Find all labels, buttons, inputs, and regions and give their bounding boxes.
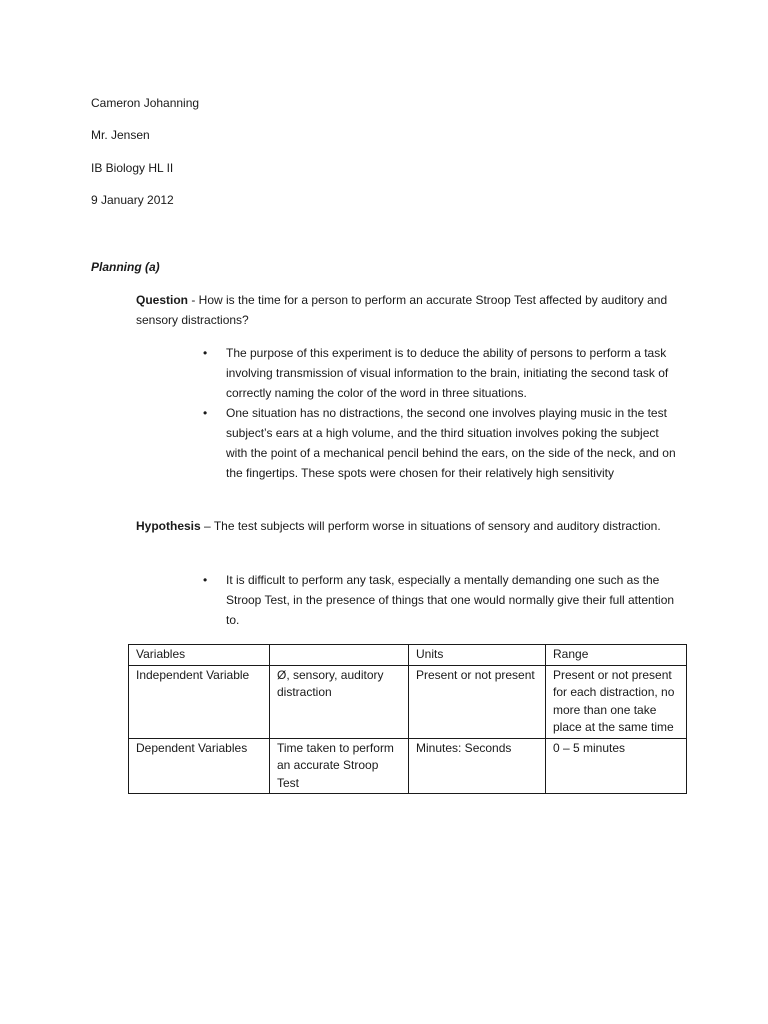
table-cell: Ø, sensory, auditory distraction xyxy=(270,665,409,738)
question-paragraph xyxy=(136,290,696,330)
table-cell: Time taken to perform an accurate Stroop Test xyxy=(270,738,409,794)
table-cell: Independent Variable xyxy=(129,665,270,738)
question-label: Question xyxy=(136,293,189,307)
table-cell: Minutes: Seconds xyxy=(409,738,546,794)
header-units: Units xyxy=(409,645,546,666)
course-name: IB Biology HL II xyxy=(91,161,174,175)
section-title: Planning (a) xyxy=(91,260,160,274)
table-header-row xyxy=(129,645,687,666)
teacher-name: Mr. Jensen xyxy=(91,128,150,142)
table-cell: 0 – 5 minutes xyxy=(546,738,687,794)
hypothesis-text: – The test subjects will perform worse in situations of sensory and auditory distraction. xyxy=(200,519,661,533)
list-item xyxy=(203,403,683,483)
table-row xyxy=(129,738,687,794)
author-name: Cameron Johanning xyxy=(91,96,200,110)
header-range: Range xyxy=(546,645,687,666)
bullet-text: It is difficult to perform any task, especially a mentally demanding one such as the Stroop Test, in the presence of things that one would normally give their full attention to. xyxy=(226,573,675,627)
question-text: - How is the time for a person to perform an accurate Stroop Test affected by auditory and sensory distractions? xyxy=(136,293,668,327)
bullet-text: One situation has no distractions, the second one involves playing music in the test subject’s ears at a high volume, and the third situation involves poking the subject with the point of a mechanical pencil behind the ears, on the side of the neck, and on the fingertips. These spots were chosen for their relatively high sensitivity xyxy=(226,406,676,480)
variables-table xyxy=(128,644,687,794)
bullet-text: The purpose of this experiment is to deduce the ability of persons to perform a task involving transmission of visual information to the brain, initiating the second task of correctly naming the color of the word in three situations. xyxy=(226,346,669,400)
header-description xyxy=(270,645,409,666)
table-cell: Present or not present xyxy=(409,665,546,738)
header-variables: Variables xyxy=(129,645,270,666)
bullet-icon: • xyxy=(203,346,208,360)
hypothesis-label: Hypothesis xyxy=(136,519,201,533)
hypothesis-bullet-list xyxy=(203,570,683,630)
table-cell: Present or not present for each distraction, no more than one take place at the same time xyxy=(546,665,687,738)
question-bullet-list xyxy=(203,343,683,483)
document-date: 9 January 2012 xyxy=(91,193,174,207)
bullet-icon: • xyxy=(203,406,208,420)
bullet-icon: • xyxy=(203,573,208,587)
table-cell: Dependent Variables xyxy=(129,738,270,794)
table-row xyxy=(129,665,687,738)
list-item xyxy=(203,343,683,403)
hypothesis-paragraph xyxy=(136,516,696,536)
list-item xyxy=(203,570,683,630)
